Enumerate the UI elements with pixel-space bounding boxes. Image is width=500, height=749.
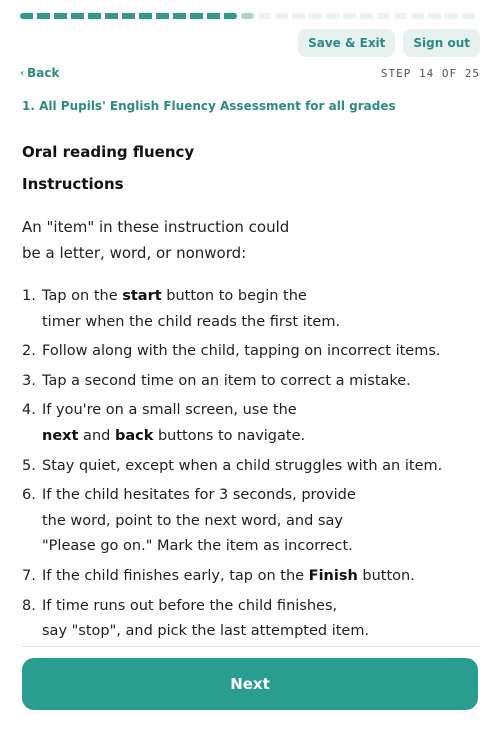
back-link[interactable] [20, 66, 59, 80]
back-label: Back [27, 66, 60, 80]
assessment-title: 1. All Pupils' English Fluency Assessment for all grades [22, 99, 396, 113]
intro-line: be a letter, word, or nonword: [22, 244, 247, 262]
divider [20, 646, 480, 647]
back-keyword: back [114, 427, 154, 444]
next-button[interactable]: Next [22, 658, 478, 710]
progress-fill [20, 13, 237, 19]
list-item: 3. Tap a second time on an item to correct a mistake. [22, 372, 411, 389]
list-item: 7. If the child finishes early, tap on the Finish button. [22, 567, 415, 584]
nav-row [20, 66, 480, 82]
finish-keyword: Finish [308, 567, 358, 584]
list-item: 6. If the child hesitates for 3 seconds, provide the word, point to the next word, and say "Please go on." Mark the item as incorrect. [22, 487, 356, 555]
list-item: 8. If time runs out before the child finishes, say "stop", and pick the last attempted item. [22, 597, 370, 640]
instruction-list [22, 284, 482, 649]
next-keyword: next [42, 427, 79, 444]
step-indicator: STEP 14 OF 25 [380, 67, 480, 80]
start-keyword: start [122, 288, 162, 304]
progress-bar [20, 13, 480, 19]
progress-current-step [241, 13, 254, 19]
header-actions [298, 29, 480, 57]
intro-line: An "item" in these instruction could [22, 218, 290, 236]
list-item: 2. Follow along with the child, tapping on incorrect items. [22, 343, 441, 360]
chevron-left-icon: ‹ [20, 67, 25, 79]
intro-text [22, 214, 322, 266]
page-title: Oral reading fluency [22, 143, 195, 161]
list-item: 5. Stay quiet, except when a child struggles with an item. [22, 457, 443, 474]
section-heading: Instructions [22, 175, 124, 193]
list-item: 1. Tap on the start button to begin the timer when the child reads the first item. [22, 288, 341, 330]
sign-out-button[interactable]: Sign out [403, 29, 480, 57]
save-exit-button[interactable]: Save & Exit [298, 29, 395, 57]
list-item: 4. If you're on a small screen, use the next and back buttons to navigate. [22, 402, 306, 444]
